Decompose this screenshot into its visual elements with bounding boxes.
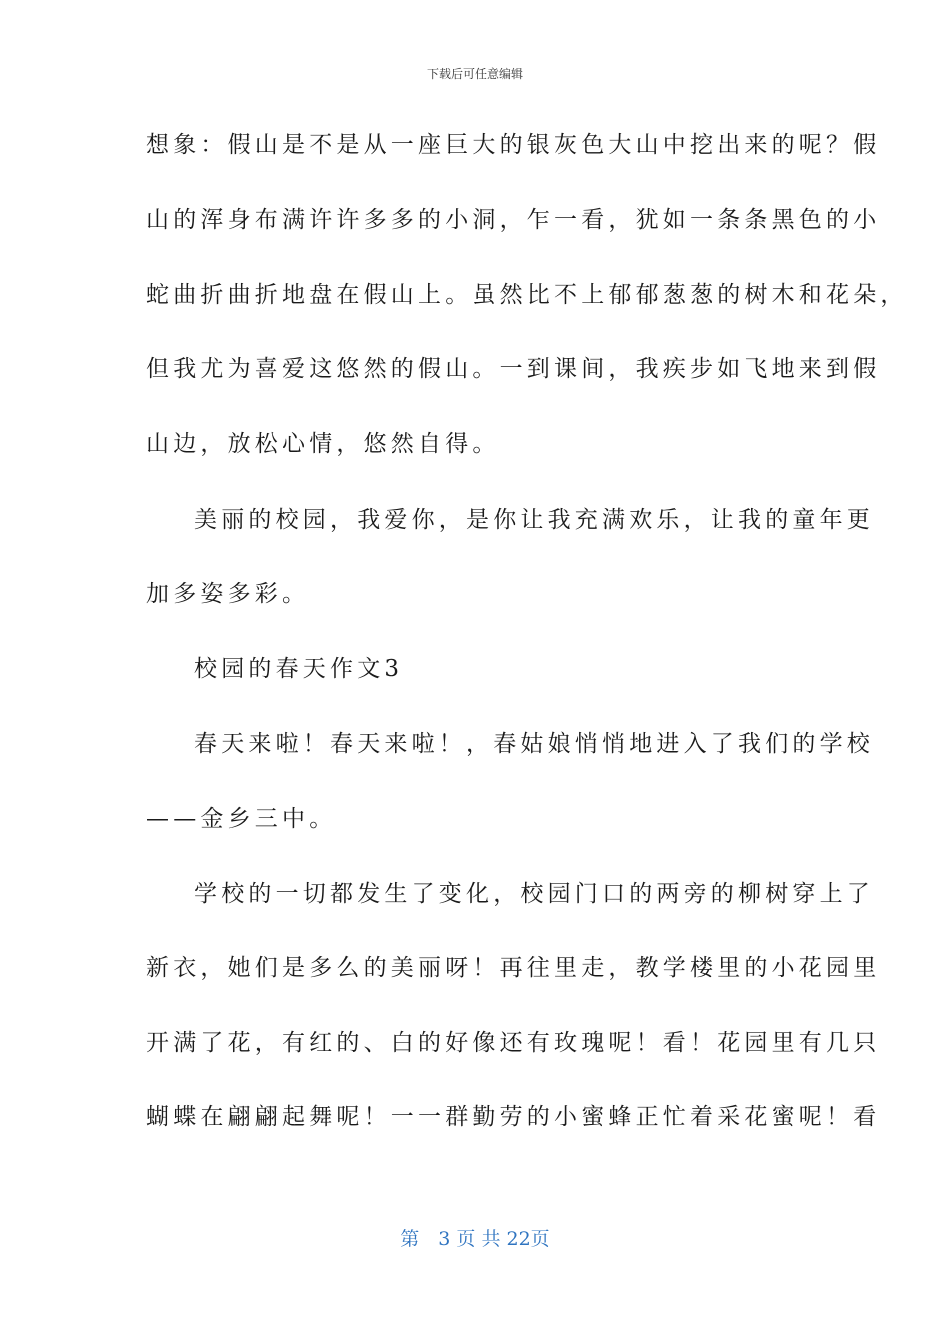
section-title: 校园的春天作文3 [194, 656, 404, 682]
text-line: 新衣，她们是多么的美丽呀！再往里走，教学楼里的小花园里 [146, 955, 881, 981]
text-line: 想象：假山是不是从一座巨大的银灰色大山中挖出来的呢？假 [146, 132, 881, 158]
text-line: 春天来啦！春天来啦！，春姑娘悄悄地进入了我们的学校 [194, 731, 874, 757]
text-line: 山的浑身布满许许多多的小洞，乍一看，犹如一条条黑色的小 [146, 207, 881, 233]
text-line: 加多姿多彩。 [146, 581, 310, 607]
page-header: 下载后可任意编辑 [426, 67, 523, 81]
text-line: ——金乡三中。 [146, 806, 337, 832]
text-line: 蝴蝶在翩翩起舞呢！一一群勤劳的小蜜蜂正忙着采花蜜呢！看 [146, 1104, 881, 1130]
text-line: 学校的一切都发生了变化，校园门口的两旁的柳树穿上了 [194, 881, 874, 907]
text-line: 蛇曲折曲折地盘在假山上。虽然比不上郁郁葱葱的树木和花朵， [146, 282, 908, 308]
text-line: 美丽的校园，我爱你，是你让我充满欢乐，让我的童年更 [194, 507, 874, 533]
text-line: 山边，放松心情，悠然自得。 [146, 431, 500, 457]
text-line: 开满了花，有红的、白的好像还有玫瑰呢！看！花园里有几只 [146, 1030, 881, 1056]
page-number: 第 3 页 共 22页 [400, 1228, 550, 1250]
text-line: 但我尤为喜爱这悠然的假山。一到课间，我疾步如飞地来到假 [146, 356, 881, 382]
